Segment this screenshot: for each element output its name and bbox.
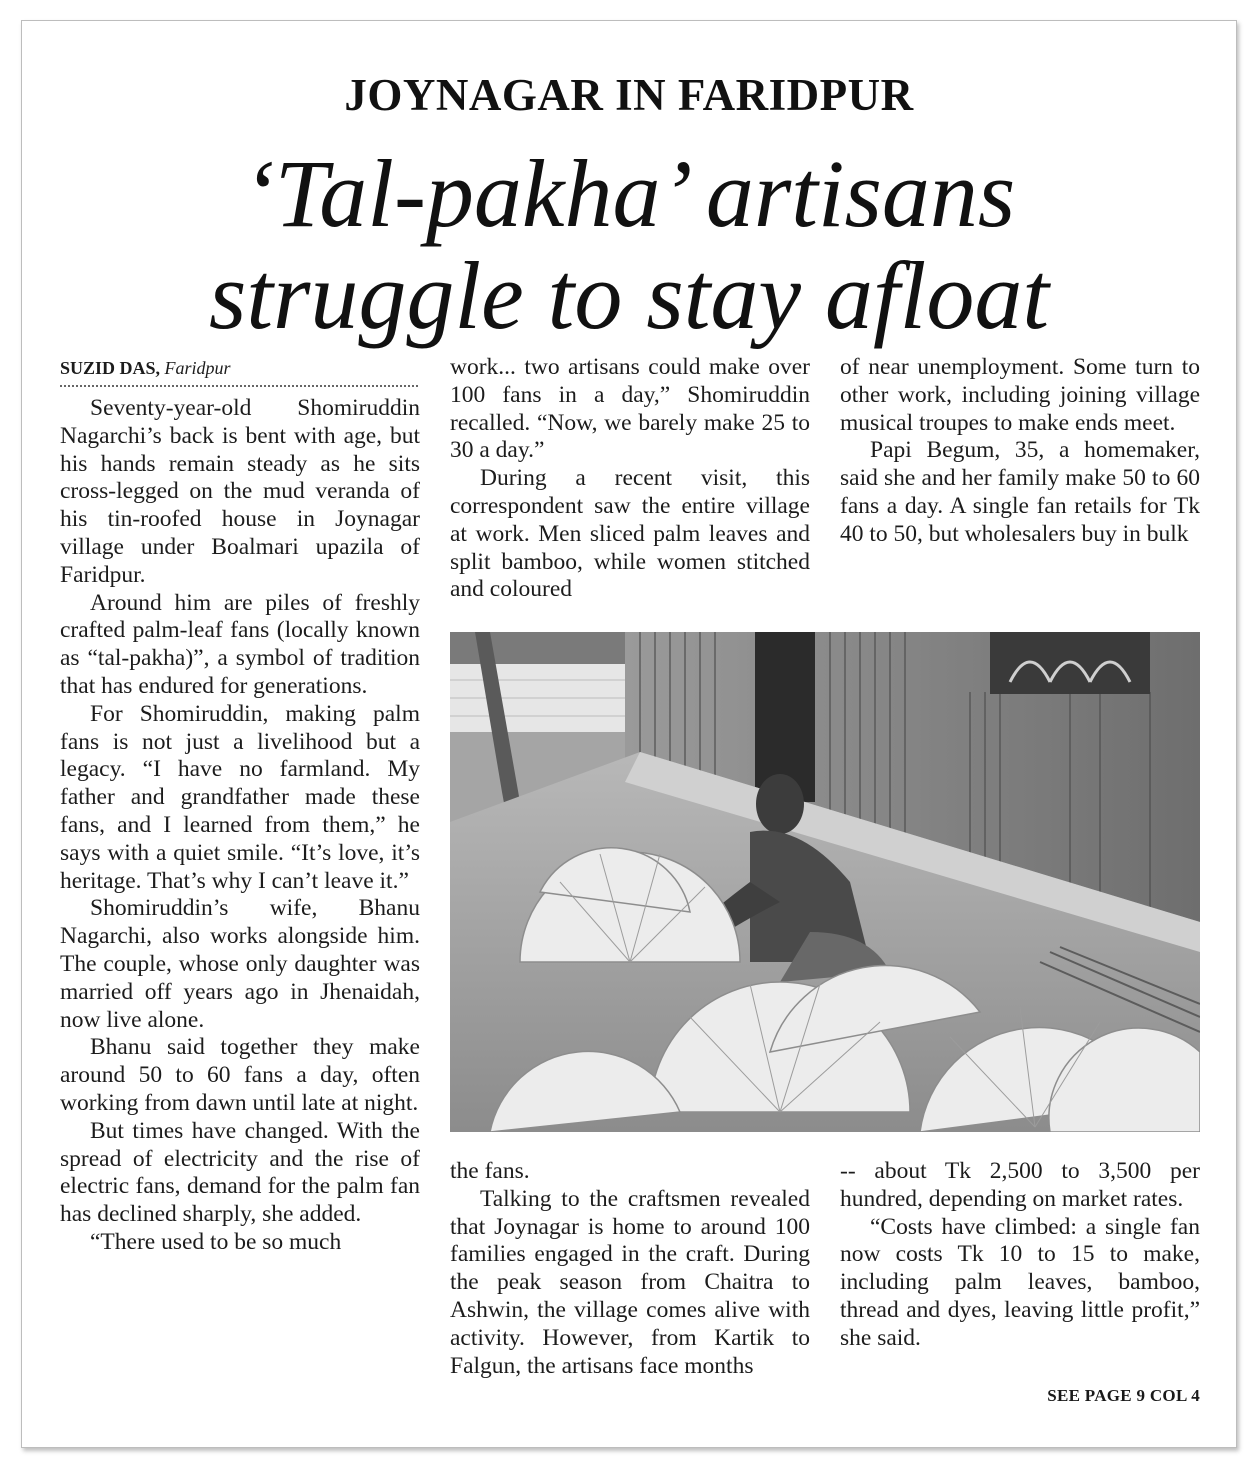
paragraph: Shomiruddin’s wife, Bhanu Nagarchi, also works alongside him. The couple, whose only daughter was married off years ago in Jhenaidah, now live alone. — [60, 895, 420, 1033]
column-2-bottom — [450, 1158, 810, 1380]
paragraph: “There used to be so much — [90, 1228, 342, 1255]
column-3-bottom — [840, 1158, 1200, 1353]
headline — [22, 140, 1236, 349]
paragraph: Papi Begum, 35, a homemaker, said she and her family make 50 to 60 fans a day. A single fan retails for Tk 40 to 50, but wholesalers buy in bulk — [840, 437, 1200, 547]
paragraph: “Costs have climbed: a single fan now costs Tk 10 to 15 to make, including palm leaves, bamboo, thread and dyes, leaving little profit,” she said. — [840, 1213, 1200, 1351]
paragraph: During a recent visit, this correspondent saw the entire village at work. Men sliced palm leaves and split bamboo, while women stitched and coloured — [450, 465, 810, 603]
paragraph: -- about Tk 2,500 to 3,500 per hundred, depending on market rates. — [840, 1158, 1200, 1212]
paragraph: Bhanu said together they make around 50 to 60 fans a day, often working from dawn until late at night. — [60, 1034, 420, 1116]
paragraph: But times have changed. With the spread of electricity and the rise of electric fans, demand for the palm fan has declined sharply, she added. — [60, 1117, 420, 1228]
continued-reference: SEE PAGE 9 COL 4 — [1047, 1386, 1200, 1405]
byline-place: Faridpur — [164, 358, 231, 378]
paragraph: the fans. — [450, 1158, 530, 1184]
paragraph: Around him are piles of freshly crafted palm-leaf fans (locally known as “tal-pakha)”, a symbol of tradition that has endured for generations. — [60, 589, 420, 699]
photo-artisan-palm-fans-icon — [450, 632, 1200, 1132]
headline-line-2: struggle to stay afloat — [209, 242, 1049, 349]
column-2-top — [450, 354, 810, 604]
byline-name: SUZID DAS, — [60, 358, 161, 378]
column-3-top — [840, 354, 1200, 549]
paragraph: For Shomiruddin, making palm fans is not just a livelihood but a legacy. “I have no farmland. My father and grandfather made these fans, and I learned from them,” he says with a quiet smile. “It’s love, it’s heritage. That’s why I can’t leave it.” — [60, 700, 420, 894]
article-photo — [450, 632, 1200, 1132]
headline-line-1: ‘Tal-pakha’ artisans — [242, 140, 1016, 247]
kicker: JOYNAGAR IN FARIDPUR — [344, 70, 914, 120]
byline — [60, 357, 418, 387]
paragraph: Seventy-year-old Shomiruddin Nagarchi’s back is bent with age, but his hands remain steady as he sits cross-legged on the mud veranda of his tin-roofed house in Joynagar village under Boalmari upazila of Faridpur. — [60, 395, 420, 588]
paragraph: work... two artisans could make over 100 fans in a day,” Shomiruddin recalled. “Now, we barely make 25 to 30 a day.” — [450, 354, 810, 464]
paragraph: of near unemployment. Some turn to other work, including joining village musical troupes to make ends meet. — [840, 354, 1200, 436]
column-1 — [60, 357, 420, 1257]
paragraph: Talking to the craftsmen revealed that Joynagar is home to around 100 families engaged in the craft. During the peak season from Chaitra to Ashwin, the village comes alive with activity. However, from Kartik to Falgun, the artisans face months — [450, 1185, 810, 1379]
